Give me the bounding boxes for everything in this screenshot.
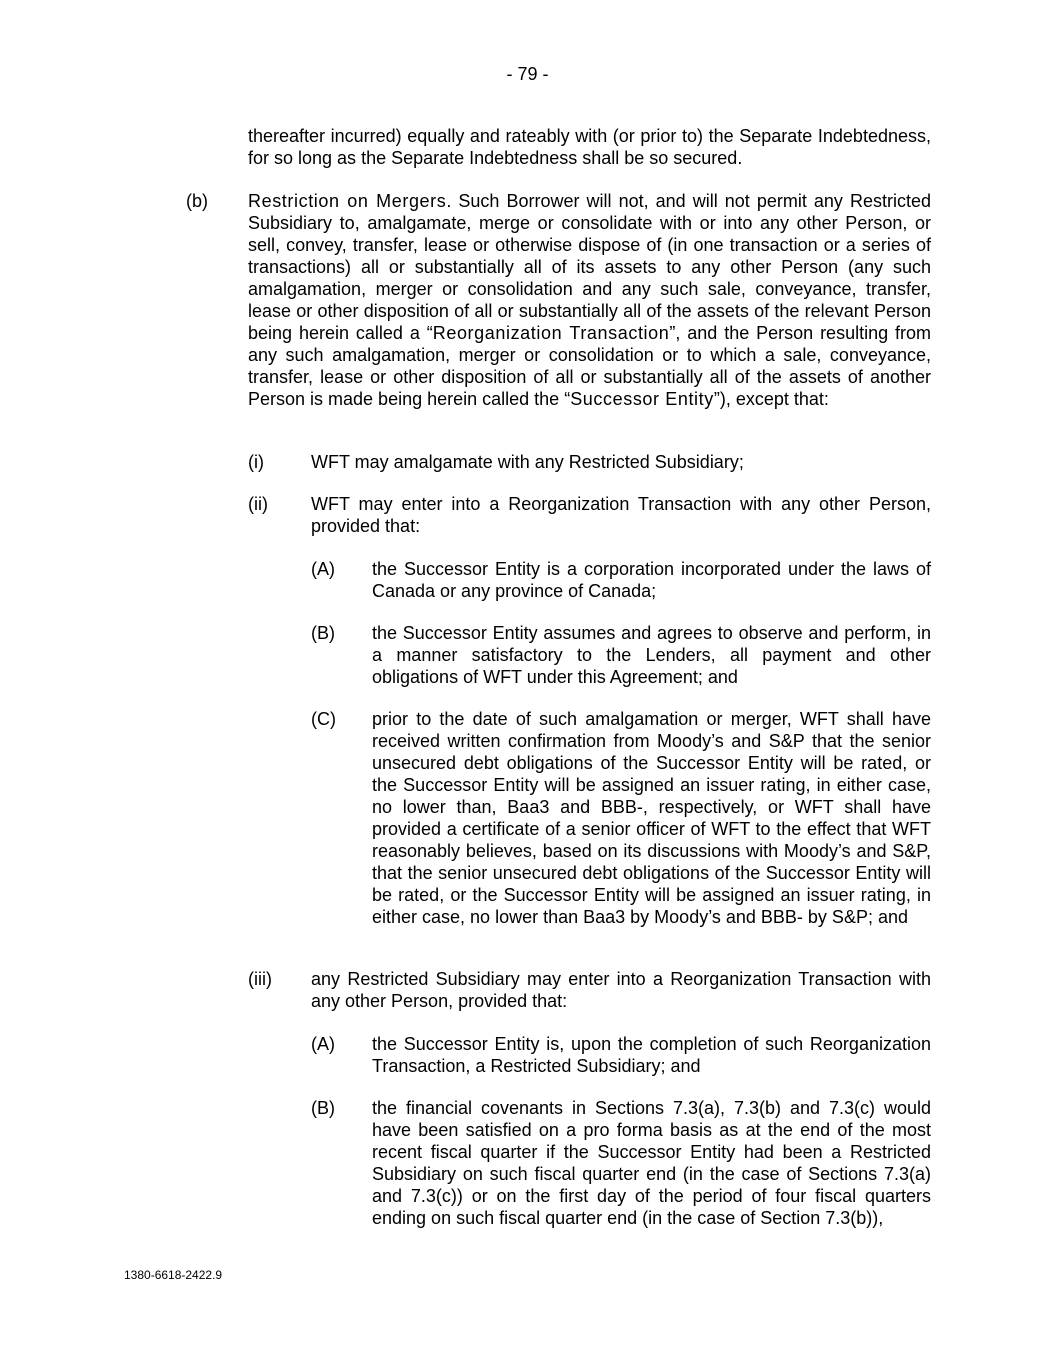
item-ii-text: WFT may enter into a Reorganization Transaction with any other Person, provided that: <box>311 494 931 536</box>
section-b-text-1: . Such Borrower will not, and will not permit any Restricted Subsidiary to, amalgamate, merge or consolidate with or into any other Person, or sell, convey, transfer, lease or otherwise dispose of (in one transaction or a series of transactions) all or substantially all of its assets to any other Person (any such amalgamation, merger or consolidation and any such sale, conveyance, transfer, lease or other disposition of all or substantially all of the assets of the relevant Person being herein called a “ <box>248 191 932 343</box>
section-b-paragraph <box>248 190 931 410</box>
item-i-text: WFT may amalgamate with any Restricted Subsidiary; <box>311 452 744 472</box>
item-ii-a-text: the Successor Entity is a corporation incorporated under the laws of Canada or any province of Canada; <box>372 559 931 601</box>
item-iii-a-label: (A) <box>311 1034 335 1054</box>
item-i-label: (i) <box>248 452 264 472</box>
page-number: - 79 - <box>506 64 549 84</box>
item-ii-b-text: the Successor Entity assumes and agrees to observe and perform, in a manner satisfactory to the Lenders, all payment and other obligations of WFT under this Agreement; and <box>372 623 931 687</box>
item-ii-b-label: (B) <box>311 623 335 643</box>
continuation-paragraph: thereafter incurred) equally and rateably with (or prior to) the Separate Indebtedness, for so long as the Separate Indebtedness shall be so secured. <box>248 126 931 168</box>
defined-term-successor-entity: Successor Entity <box>570 389 714 409</box>
defined-term-reorganization-transaction: Reorganization Transaction <box>432 323 670 343</box>
item-iii-label: (iii) <box>248 969 272 989</box>
document-reference: 1380-6618-2422.9 <box>124 1268 223 1282</box>
section-b-text-3: ”), except that: <box>713 389 829 409</box>
item-iii-b-label: (B) <box>311 1098 335 1118</box>
item-iii-text: any Restricted Subsidiary may enter into a Reorganization Transaction with any other Person, provided that: <box>311 969 931 1011</box>
section-b-text-2: ”, and the Person resulting from any such amalgamation, merger or consolidation or to which a sale, conveyance, transfer, lease or other disposition of all or substantially all of the assets of another Person is made being herein called the “ <box>248 323 932 409</box>
item-ii-label: (ii) <box>248 494 268 514</box>
item-iii-a-text: the Successor Entity is, upon the completion of such Reorganization Transaction, a Restricted Subsidiary; and <box>372 1034 931 1076</box>
item-ii-c-label: (C) <box>311 709 336 729</box>
item-ii-a-label: (A) <box>311 559 335 579</box>
section-b-heading: Restriction on Mergers <box>248 191 447 211</box>
section-b-label: (b) <box>186 191 208 211</box>
item-ii-c-text: prior to the date of such amalgamation or merger, WFT shall have received written confirmation from Moody’s and S&P that the senior unsecured debt obligations of the Successor Entity will be rated, or the Successor Entity will be assigned an issuer rating, in either case, no lower than, Baa3 and BBB-, respectively, or WFT shall have provided a certificate of a senior officer of WFT to the effect that WFT reasonably believes, based on its discussions with Moody’s and S&P, that the senior unsecured debt obligations of the Successor Entity will be rated, or the Successor Entity will be assigned an issuer rating, in either case, no lower than Baa3 by Moody’s and BBB- by S&P; and <box>372 709 931 927</box>
item-iii-b-text: the financial covenants in Sections 7.3(a), 7.3(b) and 7.3(c) would have been satisfied on a pro forma basis as at the end of the most recent fiscal quarter if the Successor Entity had been a Restricted Subsidiary on such fiscal quarter end (in the case of Sections 7.3(a) and 7.3(c)) or on the first day of the period of four fiscal quarters ending on such fiscal quarter end (in the case of Section 7.3(b)), <box>372 1098 931 1228</box>
